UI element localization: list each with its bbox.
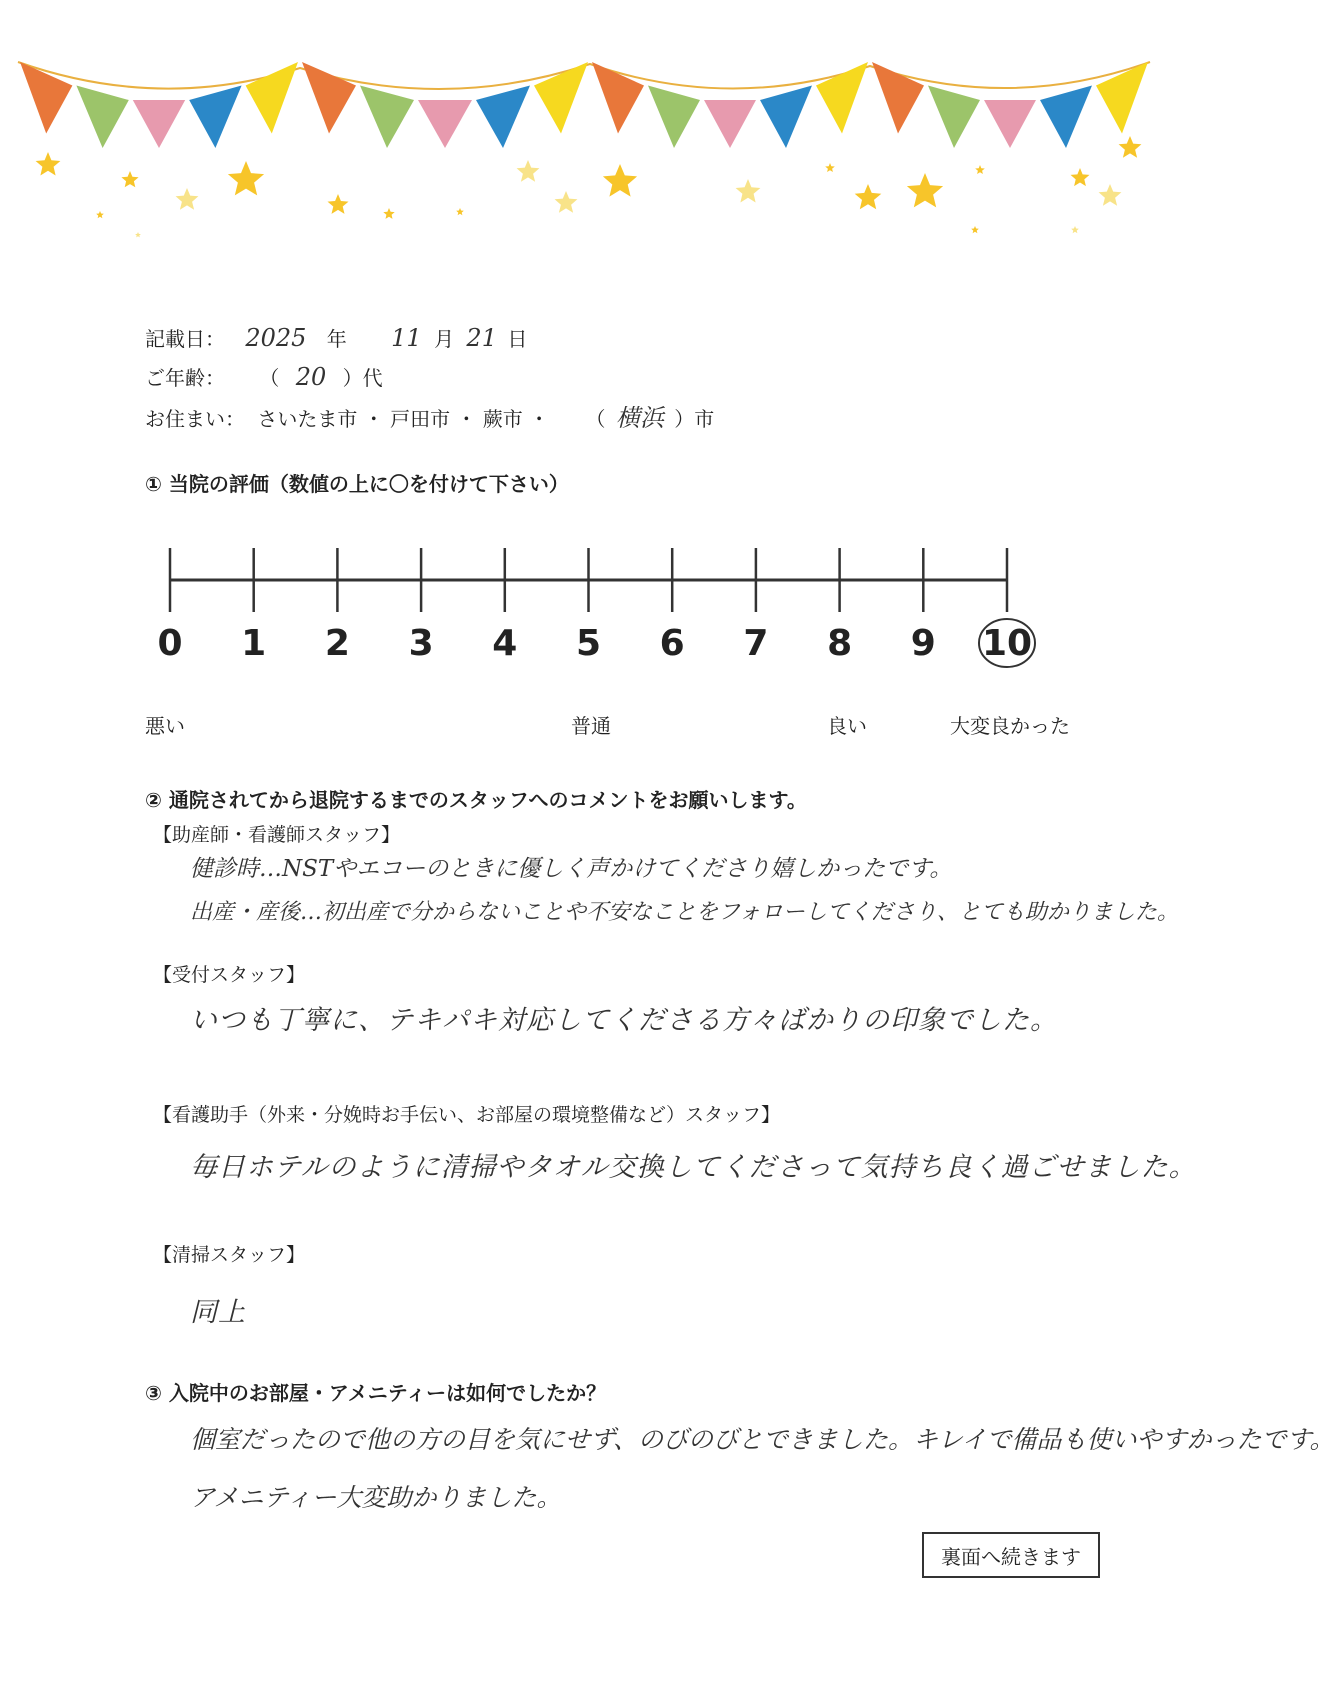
- star-icon: [1099, 184, 1122, 206]
- scale-label-normal: 普通: [571, 714, 611, 738]
- record-date-day: 21: [466, 324, 497, 352]
- star-icon: [975, 165, 985, 174]
- star-icon: [971, 226, 979, 233]
- age-close: ）代: [342, 366, 383, 390]
- star-icon: [228, 161, 264, 195]
- bunting-flag: [704, 100, 756, 148]
- month-unit: 月: [434, 327, 455, 351]
- residence-close: ）市: [674, 407, 715, 431]
- cleaning-staff-label: 【清掃スタッフ】: [153, 1244, 306, 1266]
- residence-options: さいたま市 ・ 戸田市 ・ 蕨市 ・: [257, 407, 550, 431]
- assistant-staff-label: 【看護助手（外来・分娩時お手伝い、お部屋の環境整備など）スタッフ】: [153, 1104, 781, 1126]
- room-comment-line2: アメニティー大変助かりました。: [190, 1483, 562, 1512]
- scale-number[interactable]: 4: [492, 623, 518, 664]
- continue-on-back-box: [922, 1532, 1100, 1578]
- scale-number[interactable]: 9: [910, 623, 936, 664]
- continue-label: 裏面へ続きます: [941, 1544, 1081, 1569]
- record-date-row: [145, 323, 527, 352]
- scale-number[interactable]: 10: [981, 623, 1033, 664]
- reception-staff-label: 【受付スタッフ】: [153, 964, 306, 986]
- star-icon: [555, 191, 578, 213]
- star-icon: [736, 179, 761, 203]
- star-icon: [1119, 136, 1142, 158]
- record-date-month: 11: [391, 324, 422, 352]
- reception-comment: いつも丁寧に、テキパキ対応してくださる方々ばかりの印象でした。: [190, 1005, 1058, 1036]
- record-date-year: 2025: [245, 324, 307, 352]
- star-icon: [328, 194, 349, 214]
- midwife-comment-line2: 出産・産後…初出産で分からないことや不安なことをフォローしてくださり、とても助かりました。: [190, 900, 1179, 925]
- star-icon: [36, 152, 61, 176]
- age-label: ご年齢：: [145, 366, 225, 390]
- star-icon: [855, 184, 882, 209]
- scale-number[interactable]: 6: [659, 623, 685, 664]
- bunting-flag: [246, 62, 298, 134]
- bunting-flag: [984, 100, 1036, 148]
- bunting-flag: [418, 100, 472, 148]
- star-icon: [1071, 168, 1090, 186]
- bunting-flag: [302, 62, 356, 134]
- bunting-flag: [1040, 86, 1092, 149]
- scale-number[interactable]: 1: [241, 623, 267, 664]
- bunting-flag: [928, 86, 980, 149]
- record-date-label: 記載日：: [145, 327, 225, 351]
- age-open: （: [259, 366, 280, 390]
- scale-label-bad: 悪い: [145, 714, 185, 738]
- star-icon: [907, 173, 943, 207]
- star-icon: [121, 171, 138, 187]
- section1-heading: ① 当院の評価（数値の上に〇を付けて下さい）: [145, 472, 569, 496]
- scale-number[interactable]: 2: [324, 623, 350, 664]
- star-icon: [603, 164, 637, 197]
- star-icon: [517, 160, 540, 182]
- star-icon: [825, 163, 835, 172]
- midwife-comment-line1: 健診時…NSTやエコーのときに優しく声かけてくださり嬉しかったです。: [190, 856, 953, 882]
- scale-number[interactable]: 0: [157, 623, 183, 664]
- bunting-flag: [20, 62, 72, 134]
- star-icon: [135, 232, 141, 237]
- scale-number[interactable]: 8: [827, 623, 853, 664]
- scale-label-very-good: 大変良かった: [950, 714, 1070, 738]
- residence-label: お住まい：: [145, 407, 245, 431]
- scale-number[interactable]: 7: [743, 623, 769, 664]
- bunting-flag: [760, 86, 812, 149]
- bunting-flag: [816, 62, 868, 134]
- day-unit: 日: [507, 327, 528, 351]
- scale-label-good: 良い: [827, 714, 867, 738]
- age-value: 20: [295, 363, 327, 391]
- midwife-staff-label: 【助産師・看護師スタッフ】: [153, 824, 401, 846]
- bunting-flag: [360, 86, 414, 149]
- cleaning-comment: 同上: [190, 1297, 246, 1328]
- scale-number[interactable]: 3: [408, 623, 434, 664]
- star-icon: [383, 208, 394, 219]
- scale-number[interactable]: 5: [575, 623, 602, 664]
- bunting-decoration: [0, 0, 1191, 260]
- bunting-flag: [1096, 62, 1148, 134]
- assistant-comment: 毎日ホテルのように清掃やタオル交換してくださって気持ち良く過ごせました。: [190, 1152, 1197, 1183]
- bunting-flag: [189, 86, 241, 149]
- bunting-flag: [133, 100, 185, 148]
- star-icon: [96, 211, 104, 218]
- room-comment-line1: 個室だったので他の方の目を気にせず、のびのびとできました。キレイで備品も使いやすかったです。: [190, 1425, 1335, 1454]
- residence-value: 横浜: [615, 404, 664, 432]
- section2-heading: ② 通院されてから退院するまでのスタッフへのコメントをお願いします。: [145, 788, 807, 812]
- star-icon: [176, 188, 199, 210]
- age-row: [145, 362, 383, 391]
- star-icon: [1071, 226, 1079, 233]
- residence-row: [145, 398, 714, 433]
- residence-open: （: [585, 407, 606, 431]
- rating-scale: [150, 520, 1050, 670]
- section3-heading: ③ 入院中のお部屋・アメニティーは如何でしたか？: [145, 1381, 607, 1405]
- bunting-flag: [648, 86, 700, 149]
- bunting-flag: [476, 86, 530, 149]
- star-icon: [456, 208, 464, 215]
- bunting-flag: [76, 86, 128, 149]
- bunting-flag: [872, 62, 924, 134]
- year-unit: 年: [326, 327, 347, 351]
